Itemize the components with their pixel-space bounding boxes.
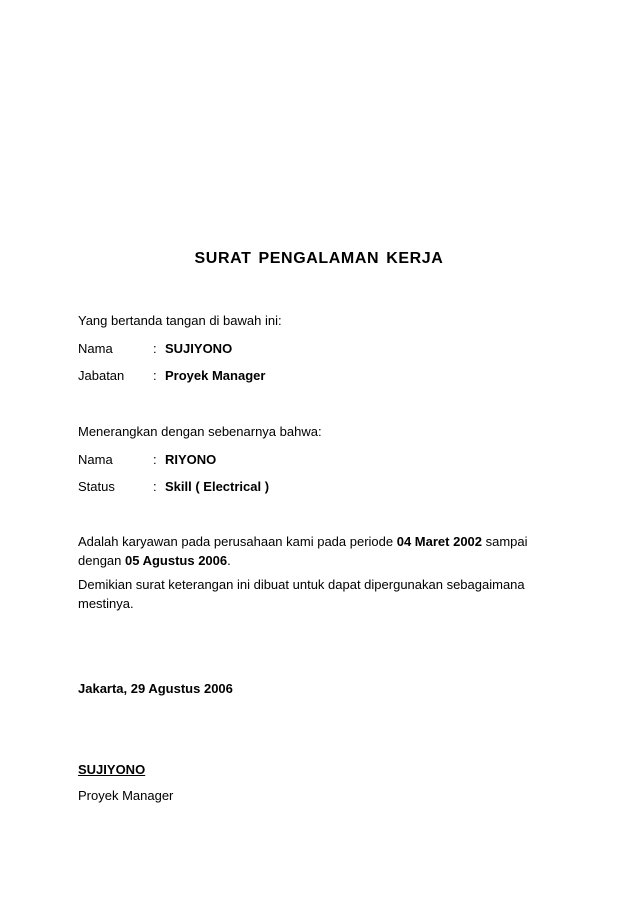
employee-status-row	[78, 479, 269, 494]
employment-paragraph	[78, 532, 558, 570]
signer-position-label: Jabatan	[78, 368, 125, 383]
employee-status-label: Status	[78, 479, 115, 494]
employment-text-1: Adalah karyawan pada perusahaan kami pada periode	[78, 534, 397, 549]
closing-line-1: Demikian surat keterangan ini dibuat untuk dapat dipergunakan sebagaimana	[78, 577, 525, 592]
signer-position-value: Proyek Manager	[165, 368, 266, 383]
intro-text: Yang bertanda tangan di bawah ini:	[78, 313, 282, 328]
employment-start-date: 04 Maret 2002	[396, 534, 483, 549]
employment-line-2	[78, 551, 558, 570]
statement-intro: Menerangkan dengan sebenarnya bahwa:	[78, 424, 322, 439]
employment-text-4: .	[227, 553, 231, 568]
closing-line-2: mestinya.	[78, 596, 134, 611]
employment-line-1	[78, 532, 558, 551]
employee-status-value: Skill ( Electrical )	[165, 479, 270, 494]
employment-end-date: 05 Agustus 2006	[125, 553, 228, 568]
signer-position-colon: :	[153, 368, 157, 383]
employee-name-colon: :	[153, 452, 157, 467]
signer-name-row	[78, 341, 232, 356]
closing-paragraph	[78, 575, 558, 613]
employee-name-label: Nama	[78, 452, 113, 467]
letter-title: SURAT PENGALAMAN KERJA	[194, 250, 444, 267]
employee-status-colon: :	[153, 479, 157, 494]
employment-text-2: sampai	[482, 534, 528, 549]
place-date: Jakarta, 29 Agustus 2006	[78, 681, 233, 696]
signature-name: SUJIYONO	[78, 762, 146, 777]
signer-name-label: Nama	[78, 341, 113, 356]
signer-position-row	[78, 368, 265, 383]
employment-text-3: dengan	[78, 553, 125, 568]
signer-name-colon: :	[153, 341, 157, 356]
employee-name-row	[78, 452, 216, 467]
signer-name-value: SUJIYONO	[165, 341, 233, 356]
employee-name-value: RIYONO	[165, 452, 217, 467]
signature-title: Proyek Manager	[78, 788, 174, 803]
